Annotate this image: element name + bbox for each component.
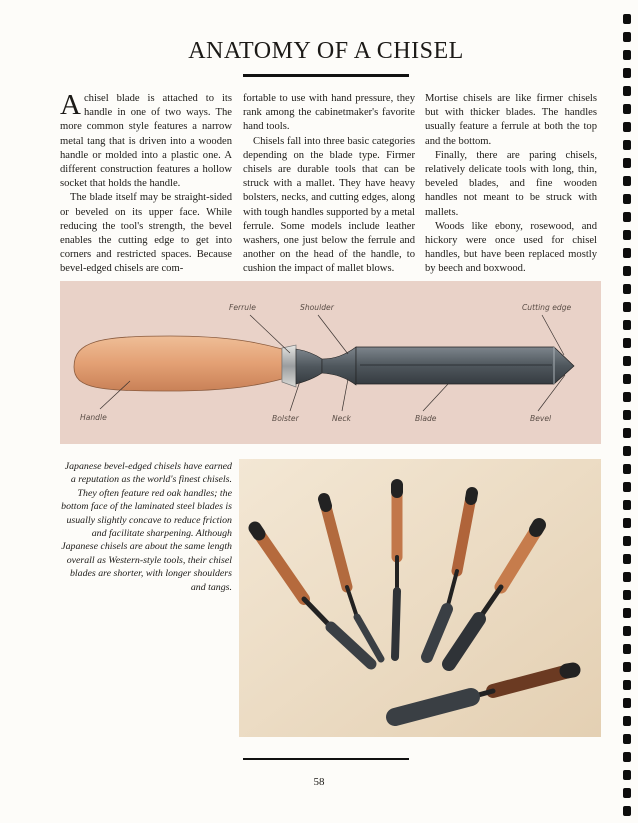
- ferrule-shape: [282, 345, 296, 387]
- column1-paragraph-2: The blade itself may be straight-sided or beveled on its upper face. While reducing the tool's strength, the bevel enables the cutting edge to get into corners and restricted spaces. Because bevel-edged chisels are com-: [60, 192, 232, 275]
- neck-shape: [322, 347, 356, 385]
- binding-hole: [623, 644, 631, 654]
- binding-hole: [623, 248, 631, 258]
- column2-paragraph-1: fortable to use with hand pressure, they rank among the cabinetmaker's favorite hand tools.: [243, 93, 415, 133]
- binding-hole: [623, 806, 631, 816]
- binding-hole: [623, 464, 631, 474]
- label-ferrule: Ferrule: [229, 303, 256, 312]
- column1-paragraph-1-text: chisel blade is attached to its handle in one of two ways. The more common style features a narrow metal tang that is driven into a wooden handle or molded into a plastic one. A different construction features a hollow socket that holds the handle.: [60, 93, 232, 190]
- binding-hole: [623, 500, 631, 510]
- binding-hole: [623, 698, 631, 708]
- binding-hole: [623, 428, 631, 438]
- binding-hole: [623, 572, 631, 582]
- binding-hole: [623, 86, 631, 96]
- text-column-3: [425, 92, 597, 277]
- label-bevel: Bevel: [530, 414, 552, 423]
- handle-shape: [74, 336, 282, 391]
- binding-hole: [623, 284, 631, 294]
- japanese-chisels-photo: [239, 459, 601, 737]
- chisels-illustration: [239, 459, 601, 737]
- binding-hole: [623, 734, 631, 744]
- page-title: ANATOMY OF A CHISEL: [188, 38, 464, 64]
- binding-hole: [623, 194, 631, 204]
- label-bolster: Bolster: [272, 414, 299, 423]
- binding-hole: [623, 554, 631, 564]
- label-blade: Blade: [415, 414, 437, 423]
- binding-hole: [623, 302, 631, 312]
- column3-paragraph-2: Finally, there are paring chisels, relatively delicate tools with long, thin, beveled blades, and fine wooden handles not meant to be struck with mallets.: [425, 149, 597, 218]
- label-handle: Handle: [80, 413, 107, 422]
- binding-hole: [623, 716, 631, 726]
- binding-hole: [623, 590, 631, 600]
- binding-hole: [623, 680, 631, 690]
- page-number: 58: [313, 776, 325, 788]
- binding-hole: [623, 752, 631, 762]
- binding-hole: [623, 158, 631, 168]
- binding-hole: [623, 140, 631, 150]
- chisel-anatomy-diagram: [60, 281, 601, 444]
- binding-hole: [623, 788, 631, 798]
- title-rule: [243, 74, 409, 77]
- footer-rule: [243, 758, 409, 760]
- drop-cap: A: [60, 89, 81, 121]
- binding-hole: [623, 266, 631, 276]
- binding-hole: [623, 32, 631, 42]
- binding-hole: [623, 104, 631, 114]
- text-column-1: [60, 89, 232, 277]
- binding-hole: [623, 68, 631, 78]
- binding-hole: [623, 626, 631, 636]
- column3-paragraph-1: Mortise chisels are like firmer chisels but with thicker blades. The handles usually feature a ferrule at both the top and the bottom.: [425, 93, 597, 147]
- binding-hole: [623, 662, 631, 672]
- label-shoulder: Shoulder: [300, 303, 334, 312]
- photo-caption: Japanese bevel-edged chisels have earned a reputation as the world's finest chisels. They often feature red oak handles; the bottom face of the laminated steel blades is usually slightly concave to reduce friction and facilitate sharpening. Although Japanese chisels are about the same length overall as Western-style tools, their chisel blades are shorter, with longer shoulders and tangs.: [61, 461, 232, 593]
- binding-hole: [623, 212, 631, 222]
- binding-hole: [623, 446, 631, 456]
- binding-hole: [623, 230, 631, 240]
- binding-hole: [623, 536, 631, 546]
- spiral-binding: [622, 0, 638, 823]
- binding-hole: [623, 176, 631, 186]
- chisel-3: [395, 485, 397, 657]
- text-column-2: [243, 92, 415, 277]
- label-cutting-edge: Cutting edge: [522, 303, 572, 312]
- binding-hole: [623, 50, 631, 60]
- binding-hole: [623, 14, 631, 24]
- binding-hole: [623, 320, 631, 330]
- column2-paragraph-2: Chisels fall into three basic categories depending on the blade type. Firmer chisels are durable tools that can be struck with a mallet. They have heavy bolsters, necks, and cutting edges, along with tough handles supported by a metal ferrule. Some models include leather washers, one just below the ferrule and another on the head of the handle, to cushion the impact of mallet blows.: [243, 135, 415, 275]
- column3-paragraph-3: Woods like ebony, rosewood, and hickory were once used for chisel handles, but have been replaced mostly by beech and boxwood.: [425, 220, 597, 275]
- binding-hole: [623, 392, 631, 402]
- binding-hole: [623, 374, 631, 384]
- bolster-shape: [296, 349, 322, 384]
- label-neck: Neck: [332, 414, 351, 423]
- binding-hole: [623, 338, 631, 348]
- binding-hole: [623, 518, 631, 528]
- binding-hole: [623, 608, 631, 618]
- binding-hole: [623, 410, 631, 420]
- column1-paragraph-1: [60, 89, 232, 191]
- binding-hole: [623, 356, 631, 366]
- binding-hole: [623, 122, 631, 132]
- binding-hole: [623, 482, 631, 492]
